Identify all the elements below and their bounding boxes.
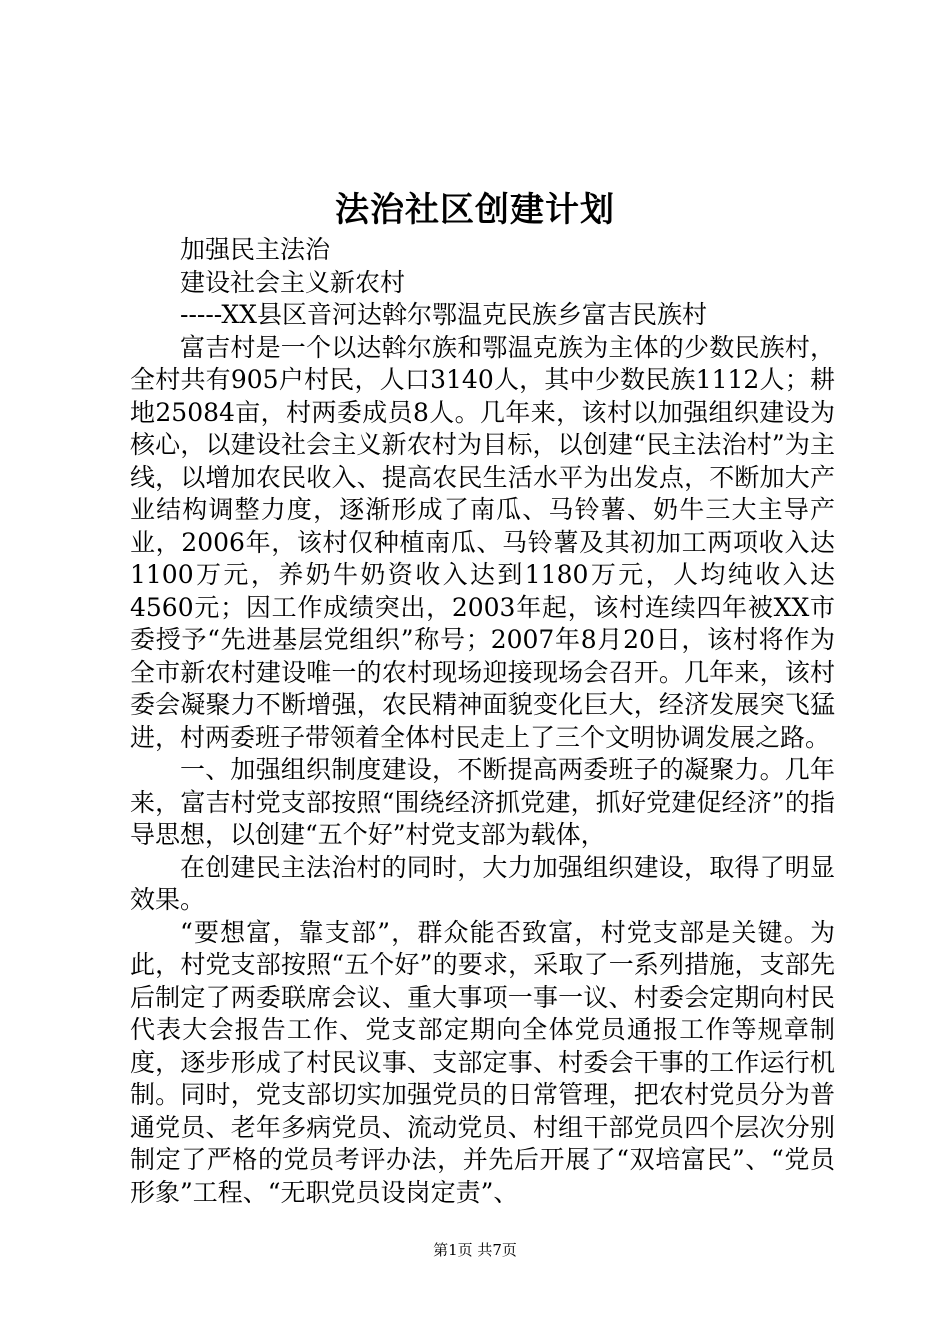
document-body bbox=[130, 234, 835, 1209]
heading-line: -----XX县区音河达斡尔鄂温克民族乡富吉民族村 bbox=[180, 300, 707, 329]
page-number-footer: 第1页 共7页 bbox=[433, 1241, 517, 1259]
heading-line: 建设社会主义新农村 bbox=[180, 267, 406, 297]
paragraph: 在创建民主法治村的同时，大力加强组织建设，取得了明显效果。 bbox=[130, 852, 835, 914]
paragraph: “要想富，靠支部”，群众能否致富，村党支部是关键。为此，村党支部按照“五个好”的要求，采取了一系列措施，支部先后制定了两委联席会议、重大事项一事一议、村委会定期向村民代表大会报告工作、党支部定期向全体党员通报工作等规章制度，逐步形成了村民议事、支部定事、村委会干事的工作运行机制。同时，党支部切实加强党员的日常管理，把农村党员分为普通党员、老年多病党员、流动党员、村组干部党员四个层次分别制定了严格的党员考评办法，并先后开展了“双培富民”、“党员形象”工程、“无职党员设岗定责”、 bbox=[130, 917, 835, 1207]
heading-line: 加强民主法治 bbox=[180, 235, 331, 264]
paragraph: 一、加强组织制度建设，不断提高两委班子的凝聚力。几年来，富吉村党支部按照“围绕经济抓党建，抓好党建促经济”的指导思想，以创建“五个好”村党支部为载体， bbox=[130, 755, 835, 849]
paragraph: 富吉村是一个以达斡尔族和鄂温克族为主体的少数民族村，全村共有905户村民，人口3140人，其中少数民族1112人；耕地25084亩，村两委成员8人。几年来，该村以加强组织建设为核心，以建设社会主义新农村为目标，以创建“民主法治村”为主线，以增加农民收入、提高农民生活水平为出发点，不断加大产业结构调整力度，逐渐形成了南瓜、马铃薯、奶牛三大主导产业，2006年，该村仅种植南瓜、马铃薯及其初加工两项收入达1100万元，养奶牛奶资收入达到1180万元，人均纯收入达4560元；因工作成绩突出，2003年起，该村连续四年被XX市委授予“先进基层党组织”称号；2007年8月20日，该村将作为全市新农村建设唯一的农村现场迎接现场会召开。几年来，该村委会凝聚力不断增强，农民精神面貌变化巨大，经济发展突飞猛进，村两委班子带领着全体村民走上了三个文明协调发展之路。 bbox=[130, 332, 835, 752]
document-title: 法治社区创建计划 bbox=[335, 190, 615, 230]
